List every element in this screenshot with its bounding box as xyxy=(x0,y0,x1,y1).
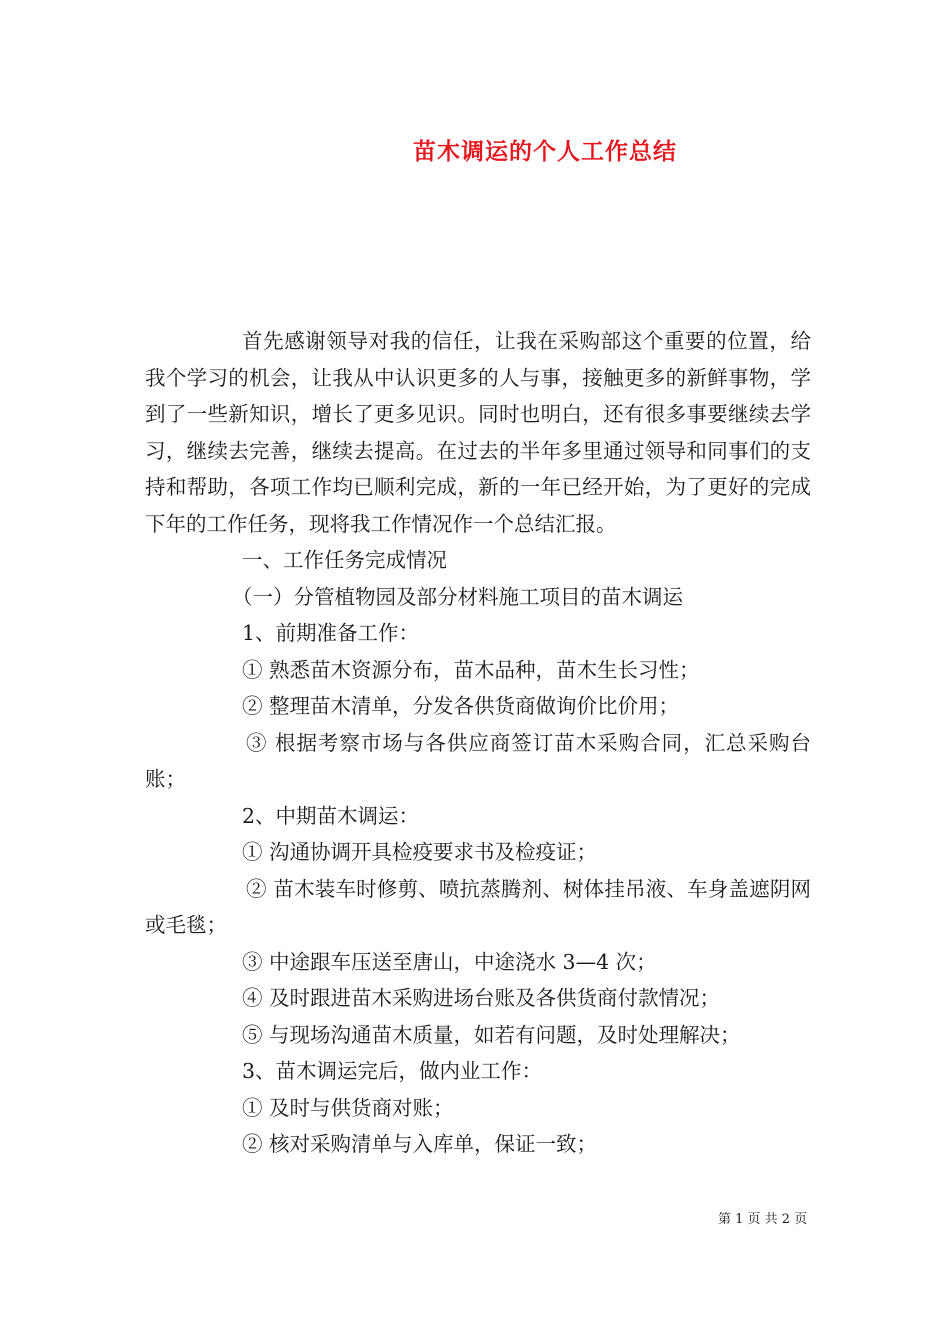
section-heading: 一、工作任务完成情况 xyxy=(242,548,447,572)
list-item: ③ 中途跟车压送至唐山，中途浇水 3—4 次； xyxy=(242,949,657,974)
intro-paragraph: 首先感谢领导对我的信任，让我在采购部这个重要的位置，给我个学习的机会，让我从中认识更多的人与事，接触更多的新鲜事物，学到了一些新知识，增长了更多见识。同时也明白，还有很多事要继续去学习，继续去完善，继续去提高。在过去的半年多里通过领导和同事们的支持和帮助，各项工作均已顺利完成，新的一年已经开始，为了更好的完成下年的工作任务，现将我工作情况作一个总结汇报。 xyxy=(145,329,811,536)
document-body xyxy=(145,323,811,1163)
list-item: ③ 根据考察市场与各供应商签订苗木采购合同，汇总采购台账； xyxy=(145,730,811,791)
page-title: 苗木调运的个人工作总结 xyxy=(413,139,677,165)
list-item: ② 整理苗木清单，分发各供货商做询价比价用； xyxy=(242,694,680,718)
step-heading: 1、前期准备工作： xyxy=(242,621,420,645)
list-item: ① 沟通协调开具检疫要求书及检疫证； xyxy=(242,840,598,864)
step-heading: 3、苗木调运完后，做内业工作： xyxy=(242,1059,543,1083)
list-item: ① 及时与供货商对账； xyxy=(242,1095,454,1120)
subsection-heading: （一）分管植物园及部分材料施工项目的苗木调运 xyxy=(232,584,683,609)
list-item: ① 熟悉苗木资源分布，苗木品种，苗木生长习性； xyxy=(242,657,700,682)
list-item: ② 核对采购清单与入库单，保证一致； xyxy=(242,1132,598,1156)
list-item: ④ 及时跟进苗木采购进场台账及各供货商付款情况； xyxy=(242,986,721,1010)
step-heading: 2、中期苗木调运： xyxy=(242,803,420,828)
list-item: ⑤ 与现场沟通苗木质量，如若有问题，及时处理解决； xyxy=(242,1022,741,1047)
page-number: 第 1 页 共 2 页 xyxy=(718,1212,808,1227)
list-item: ② 苗木装车时修剪、喷抗蒸腾剂、树体挂吊液、车身盖遮阴网或毛毯； xyxy=(145,876,811,937)
